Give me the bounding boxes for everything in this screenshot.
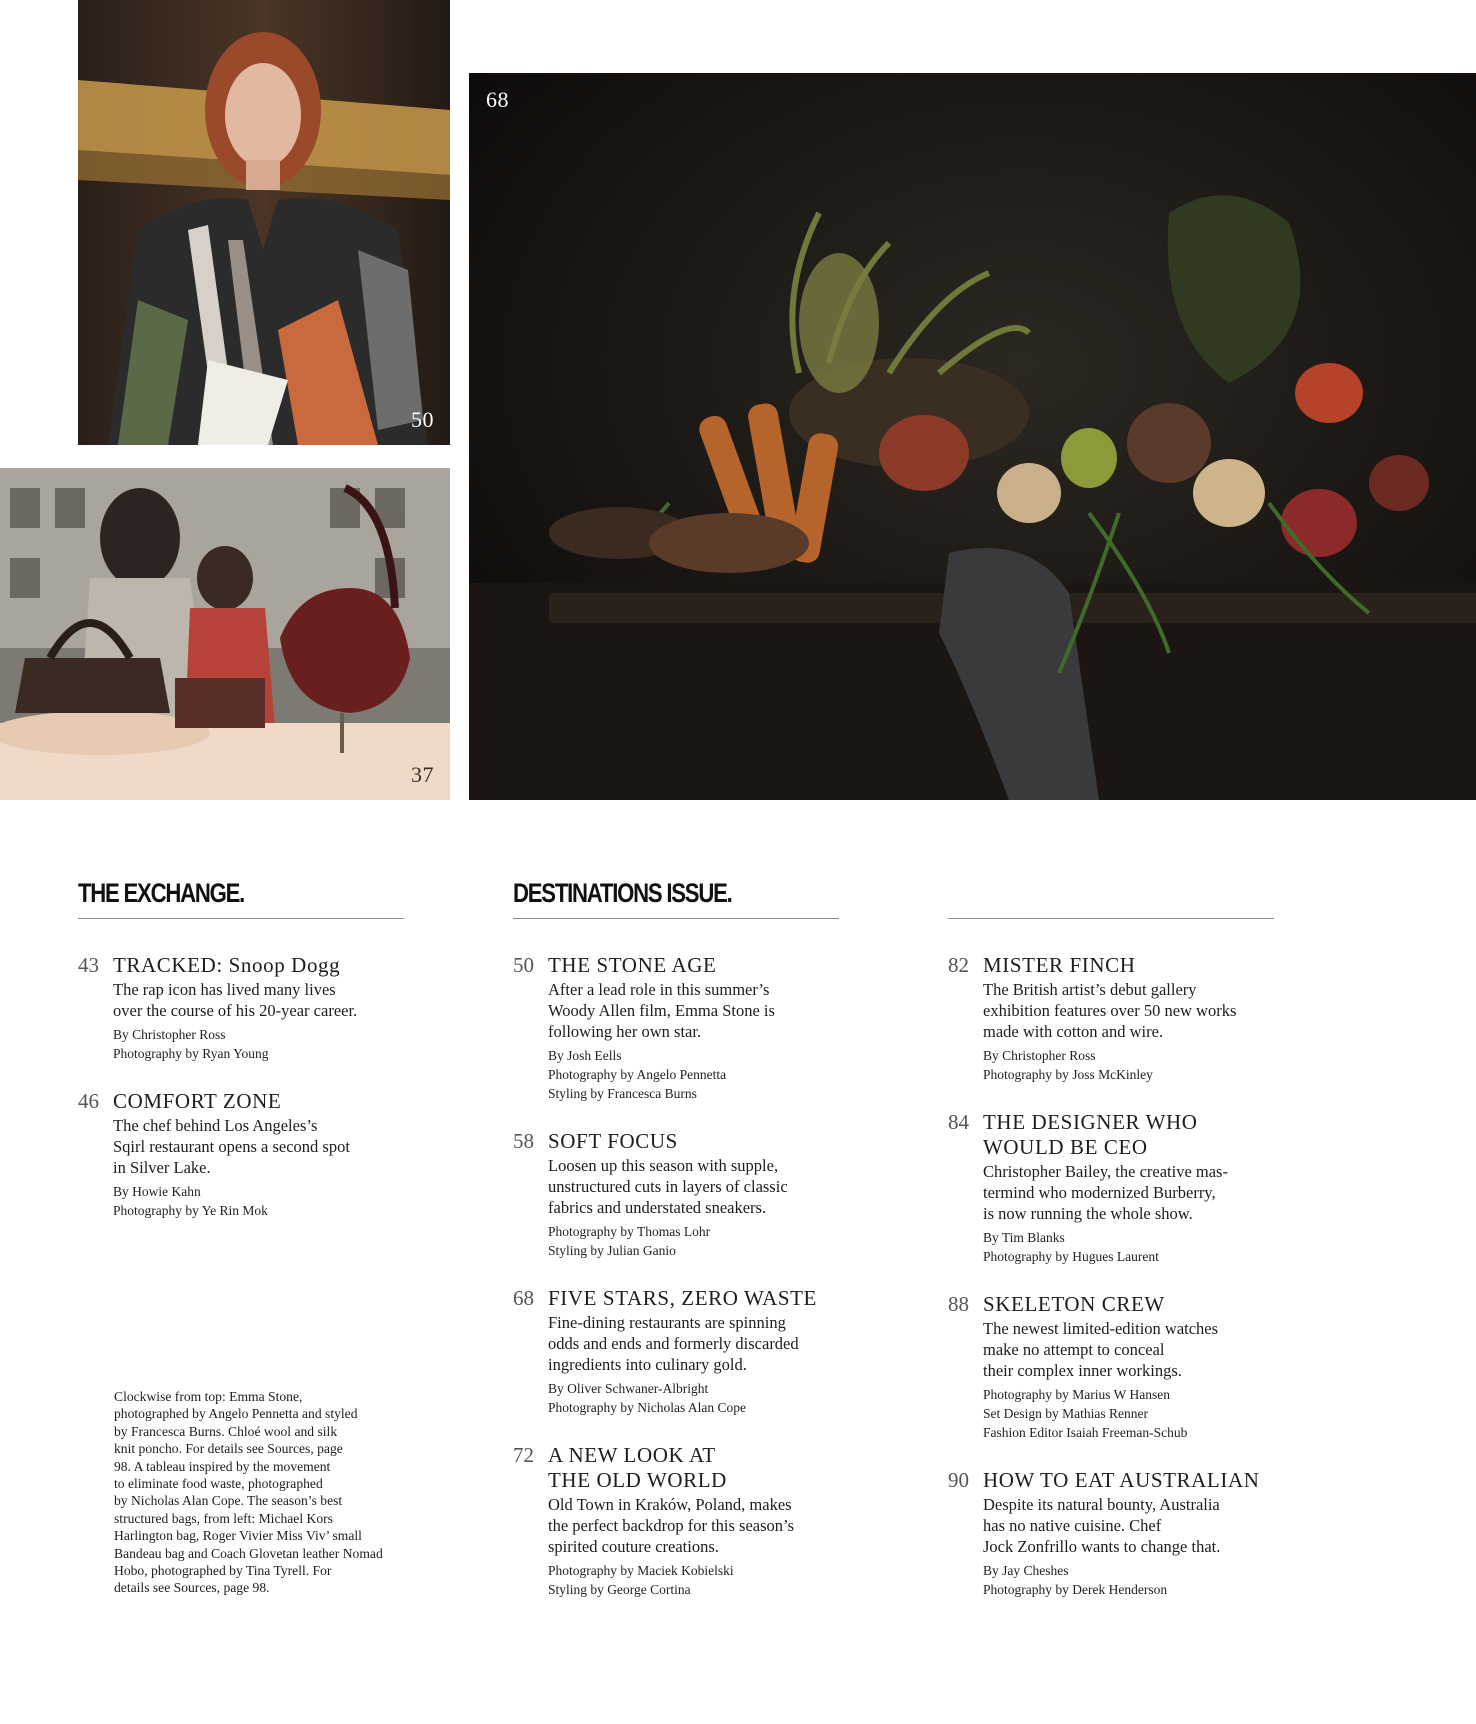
contents-column [513,878,839,1625]
entry-page-number: 82 [948,953,969,977]
entry-credit: Photography by Ye Rin Mok [113,1203,268,1218]
photo-still-life [469,73,1476,800]
entry-page-number: 72 [513,1443,534,1467]
contents-entry[interactable] [948,1110,1274,1266]
entry-credit: Photography by Marius W Hansen [983,1387,1170,1402]
entry-credit: By Christopher Ross [983,1048,1096,1063]
entry-credit: Fashion Editor Isaiah Freeman-Schub [983,1425,1188,1440]
entry-credit: Set Design by Mathias Renner [983,1406,1148,1421]
entry-credit: Photography by Thomas Lohr [548,1224,711,1239]
entry-credit: By Howie Kahn [113,1184,201,1199]
entry-credit: Styling by Julian Ganio [548,1243,676,1258]
entry-page-number: 43 [78,953,99,977]
entry-dek: Christopher Bailey, the creative mas- termind who modernized Burberry, is now running the whole show. [983,1162,1228,1223]
photo-page-number: 37 [411,762,434,787]
still-life-illustration [469,73,1476,800]
entry-title: A NEW LOOK AT THE OLD WORLD [548,1443,727,1492]
entry-credit: Photography by Hugues Laurent [983,1249,1159,1264]
contents-entry[interactable] [948,953,1274,1084]
contents-entry[interactable] [948,1292,1274,1442]
entry-page-number: 50 [513,953,534,977]
handbags-illustration [0,468,450,800]
entry-credit: By Christopher Ross [113,1027,226,1042]
contents-entry[interactable] [948,1468,1274,1599]
entry-dek: The chef behind Los Angeles’s Sqirl restaurant opens a second spot in Silver Lake. [113,1116,350,1177]
entry-dek: After a lead role in this summer’s Woody Allen film, Emma Stone is following her own star. [548,980,775,1041]
contents-entry[interactable] [78,1089,404,1220]
contents-entry[interactable] [513,953,839,1103]
entry-credit: By Josh Eells [548,1048,622,1063]
entry-credit: By Oliver Schwaner-Albright [548,1381,709,1396]
entry-page-number: 88 [948,1292,969,1316]
entry-dek: Fine-dining restaurants are spinning odds and ends and formerly discarded ingredients into culinary gold. [548,1313,799,1374]
section-rule [78,918,404,919]
entry-page-number: 68 [513,1286,534,1310]
section-rule [513,918,839,919]
entry-title: THE STONE AGE [548,953,717,977]
section-heading: THE EXCHANGE. [78,878,245,908]
photo-emma-stone [78,0,450,445]
entry-title: TRACKED: Snoop Dogg [113,953,341,977]
entry-title: COMFORT ZONE [113,1089,282,1113]
contents-entry[interactable] [513,1286,839,1417]
entry-dek: The newest limited-edition watches make no attempt to conceal their complex inner workings. [983,1319,1219,1380]
contents-entry[interactable] [513,1443,839,1599]
entry-page-number: 46 [78,1089,99,1113]
entry-title: FIVE STARS, ZERO WASTE [548,1286,817,1310]
section-heading [948,878,1215,914]
entry-dek: Despite its natural bounty, Australia has no native cuisine. Chef Jock Zonfrillo wants to change that. [983,1495,1221,1556]
entry-title: SOFT FOCUS [548,1129,678,1153]
entry-dek: The rap icon has lived many lives over the course of his 20-year career. [113,980,358,1020]
entry-dek: Loosen up this season with supple, unstructured cuts in layers of classic fabrics and understated sneakers. [548,1156,788,1217]
entry-dek: The British artist’s debut gallery exhibition features over 50 new works made with cotton and wire. [983,980,1237,1041]
section-heading: DESTINATIONS ISSUE. [513,878,732,908]
entry-title: SKELETON CREW [983,1292,1165,1316]
contents-entry[interactable] [513,1129,839,1260]
entry-title: MISTER FINCH [983,953,1136,977]
entry-page-number: 90 [948,1468,969,1492]
entry-credit: By Jay Cheshes [983,1563,1069,1578]
section-rule [948,918,1274,919]
photo-handbags [0,468,450,800]
portrait-illustration [78,0,450,445]
entry-page-number: 58 [513,1129,534,1153]
entry-page-number: 84 [948,1110,969,1134]
entry-credit: Photography by Nicholas Alan Cope [548,1400,746,1415]
entry-credit: Photography by Angelo Pennetta [548,1067,727,1082]
contents-column [948,878,1274,1625]
photo-caption: Clockwise from top: Emma Stone, photographed by Angelo Pennetta and styled by Francesca Burns. Chloé wool and silk knit poncho. For details see Sources, page 98. A tableau inspired by the movement to eliminate food waste, photographed by Nicholas Alan Cope. The season’s best structured bags, from left: Michael Kors Harlington bag, Roger Vivier Miss Viv’ small Bandeau bag and Coach Glovetan leather Nomad Hobo, photographed by Tina Tyrell. For details see Sources, page 98. [114,1389,383,1596]
entry-credit: Photography by Joss McKinley [983,1067,1153,1082]
entry-credit: Photography by Maciek Kobielski [548,1563,734,1578]
entry-credit: Styling by George Cortina [548,1582,691,1597]
entry-credit: Styling by Francesca Burns [548,1086,697,1101]
entry-dek: Old Town in Kraków, Poland, makes the perfect backdrop for this season’s spirited couture creations. [548,1495,795,1556]
contents-column [78,878,404,1246]
photo-page-number: 50 [411,407,434,432]
contents-entry[interactable] [78,953,404,1063]
entry-title: HOW TO EAT AUSTRALIAN [983,1468,1260,1492]
entry-credit: Photography by Ryan Young [113,1046,269,1061]
entry-credit: By Tim Blanks [983,1230,1065,1245]
photo-page-number: 68 [486,87,509,112]
entry-credit: Photography by Derek Henderson [983,1582,1168,1597]
entry-title: THE DESIGNER WHO WOULD BE CEO [983,1110,1198,1159]
